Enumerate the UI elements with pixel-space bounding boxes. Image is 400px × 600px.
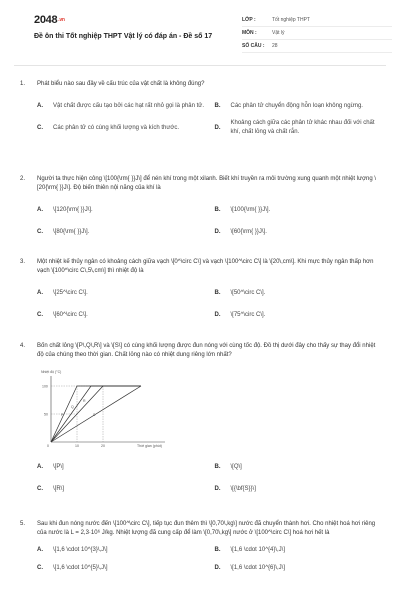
question-2 (20, 175, 382, 243)
question-number: 4. (20, 343, 26, 349)
graph-xtick-10: 10 (75, 444, 79, 448)
question-text: Phát biểu nào sau đây về cấu trúc của vật chất là không đúng? (37, 81, 205, 87)
graph-label-p: P (61, 413, 64, 417)
option-d[interactable]: D. \[1,6 \cdot 10^{6}\,J\] (214, 564, 286, 571)
question-text: Sau khi đun nóng nước đến \[100^\circ C\], tiếp tục đun thêm thì \[0,70\,kg\] nước đã chuyển thành hơi. Cho nhiệt hoá hơi riêng của nước là L = 2,3·10⁶ J/kg. Nhiệt lượng đã cung cấp để làm \[0,70\,kg\] nước ở \[100^\circ C\] hoá hơi hết là (37, 521, 376, 536)
question-number: 3. (20, 259, 26, 265)
site-logo[interactable]: $2048^{.vn}$ (34, 14, 65, 26)
graph-label-q: Q (71, 405, 74, 409)
graph-ytick-50: 50 (44, 412, 48, 417)
graph-label-s: S (93, 413, 96, 417)
graph-xtick-20: 20 (101, 444, 105, 448)
question-4 (20, 342, 382, 500)
question-5 (20, 520, 382, 577)
question-number: 1. (20, 81, 26, 87)
option-d[interactable]: D. \[60{\rm{ }}J\]. (214, 228, 267, 235)
meta-question-count: SỐ CÂU : 28 (242, 40, 392, 53)
options (37, 541, 382, 577)
option-b[interactable]: B. \[Q\] (214, 463, 242, 470)
option-c[interactable]: C. \[R\] (37, 485, 65, 492)
option-a[interactable]: A. Vật chất được cấu tạo bởi các hạt rất nhỏ gọi là phân tử. (37, 102, 204, 109)
question-1 (20, 80, 382, 139)
question-number: 5. (20, 521, 26, 527)
question-text: Bốn chất lỏng \[P\,Q\,R\] và \[S\] có cùng khối lượng được đun nóng với cùng tốc độ. Đồ thị dưới đây cho thấy sự thay đổi nhiệt độ của chúng theo thời gian. Chất lỏng nào có nhiệt dung riêng lớn nhất? (37, 343, 376, 358)
option-c[interactable]: C. \[60^\circ C\]. (37, 311, 88, 318)
option-b[interactable]: B. \[50^\circ C\]. (214, 289, 266, 296)
graph-ytick-0: 0 (47, 444, 49, 448)
option-a[interactable]: A. \[120{\rm{ }}J\]. (37, 206, 93, 213)
option-c[interactable]: C. \[80{\rm{ }}J\]. (37, 228, 90, 235)
question-text: Người ta thực hiện công \[100{\rm{ }}J\] để nén khí trong một xilanh. Biết khí truyền ra môi trường xung quanh một nhiệt lượng \[20{\rm{ }}J\]. Độ biến thiên nội năng của khí là (37, 176, 377, 191)
options (37, 456, 382, 500)
meta-subject: MÔN : Vật lý (242, 27, 392, 40)
options (37, 95, 382, 139)
options (37, 282, 382, 326)
exam-header (14, 0, 386, 66)
question-3 (20, 258, 382, 326)
graph-xlabel: Thời gian (phút) (137, 444, 162, 448)
option-c[interactable]: C. Các phân tử có cùng khối lượng và kích thước. (37, 124, 179, 131)
option-b[interactable]: B. Các phân tử chuyển động hỗn loạn không ngừng. (214, 102, 363, 109)
graph-label-r: R (83, 399, 86, 403)
option-c[interactable]: C. \[1,6 \cdot 10^{5}\,J\] (37, 564, 108, 571)
exam-title: Đề ôn thi Tốt nghiệp THPT Vật lý có đáp án - Đề số 17 (34, 33, 213, 40)
option-a[interactable]: A. \[P\] (37, 463, 64, 470)
option-d[interactable]: D. Khoảng cách giữa các phân tử khác nhau đối với chất khí, chất lỏng và chất rắn. (214, 120, 375, 135)
option-a[interactable]: A. \[25^\circ C\]. (37, 289, 88, 296)
graph-ylabel: Nhiệt độ (°C) (41, 370, 62, 374)
exam-meta (242, 14, 392, 53)
option-b[interactable]: B. \[1,6 \cdot 10^{4}\,J\] (214, 546, 286, 553)
graph-ytick-100: 100 (42, 384, 48, 389)
question-text: Một nhiệt kế thủy ngân có khoảng cách giữa vạch \[0^\circ C\] và vạch \[100^\circ C\] là \[20\,cm\]. Khi mực thủy ngân thấp hơn vạch \[100^\circ C\,5\,cm\] thì nhiệt độ là (37, 259, 374, 274)
option-a[interactable]: A. \[1,6 \cdot 10^{3}\,J\] (37, 546, 108, 553)
option-b[interactable]: B. \[100{\rm{ }}J\]. (214, 206, 271, 213)
options (37, 199, 382, 243)
temperature-time-graph (37, 366, 207, 452)
option-d[interactable]: D. \[{\bf{S}}\] (214, 485, 256, 492)
question-number: 2. (20, 176, 26, 182)
meta-class: LỚP : Tốt nghiệp THPT (242, 14, 392, 27)
option-d[interactable]: D. \[75^\circ C\]. (214, 311, 266, 318)
